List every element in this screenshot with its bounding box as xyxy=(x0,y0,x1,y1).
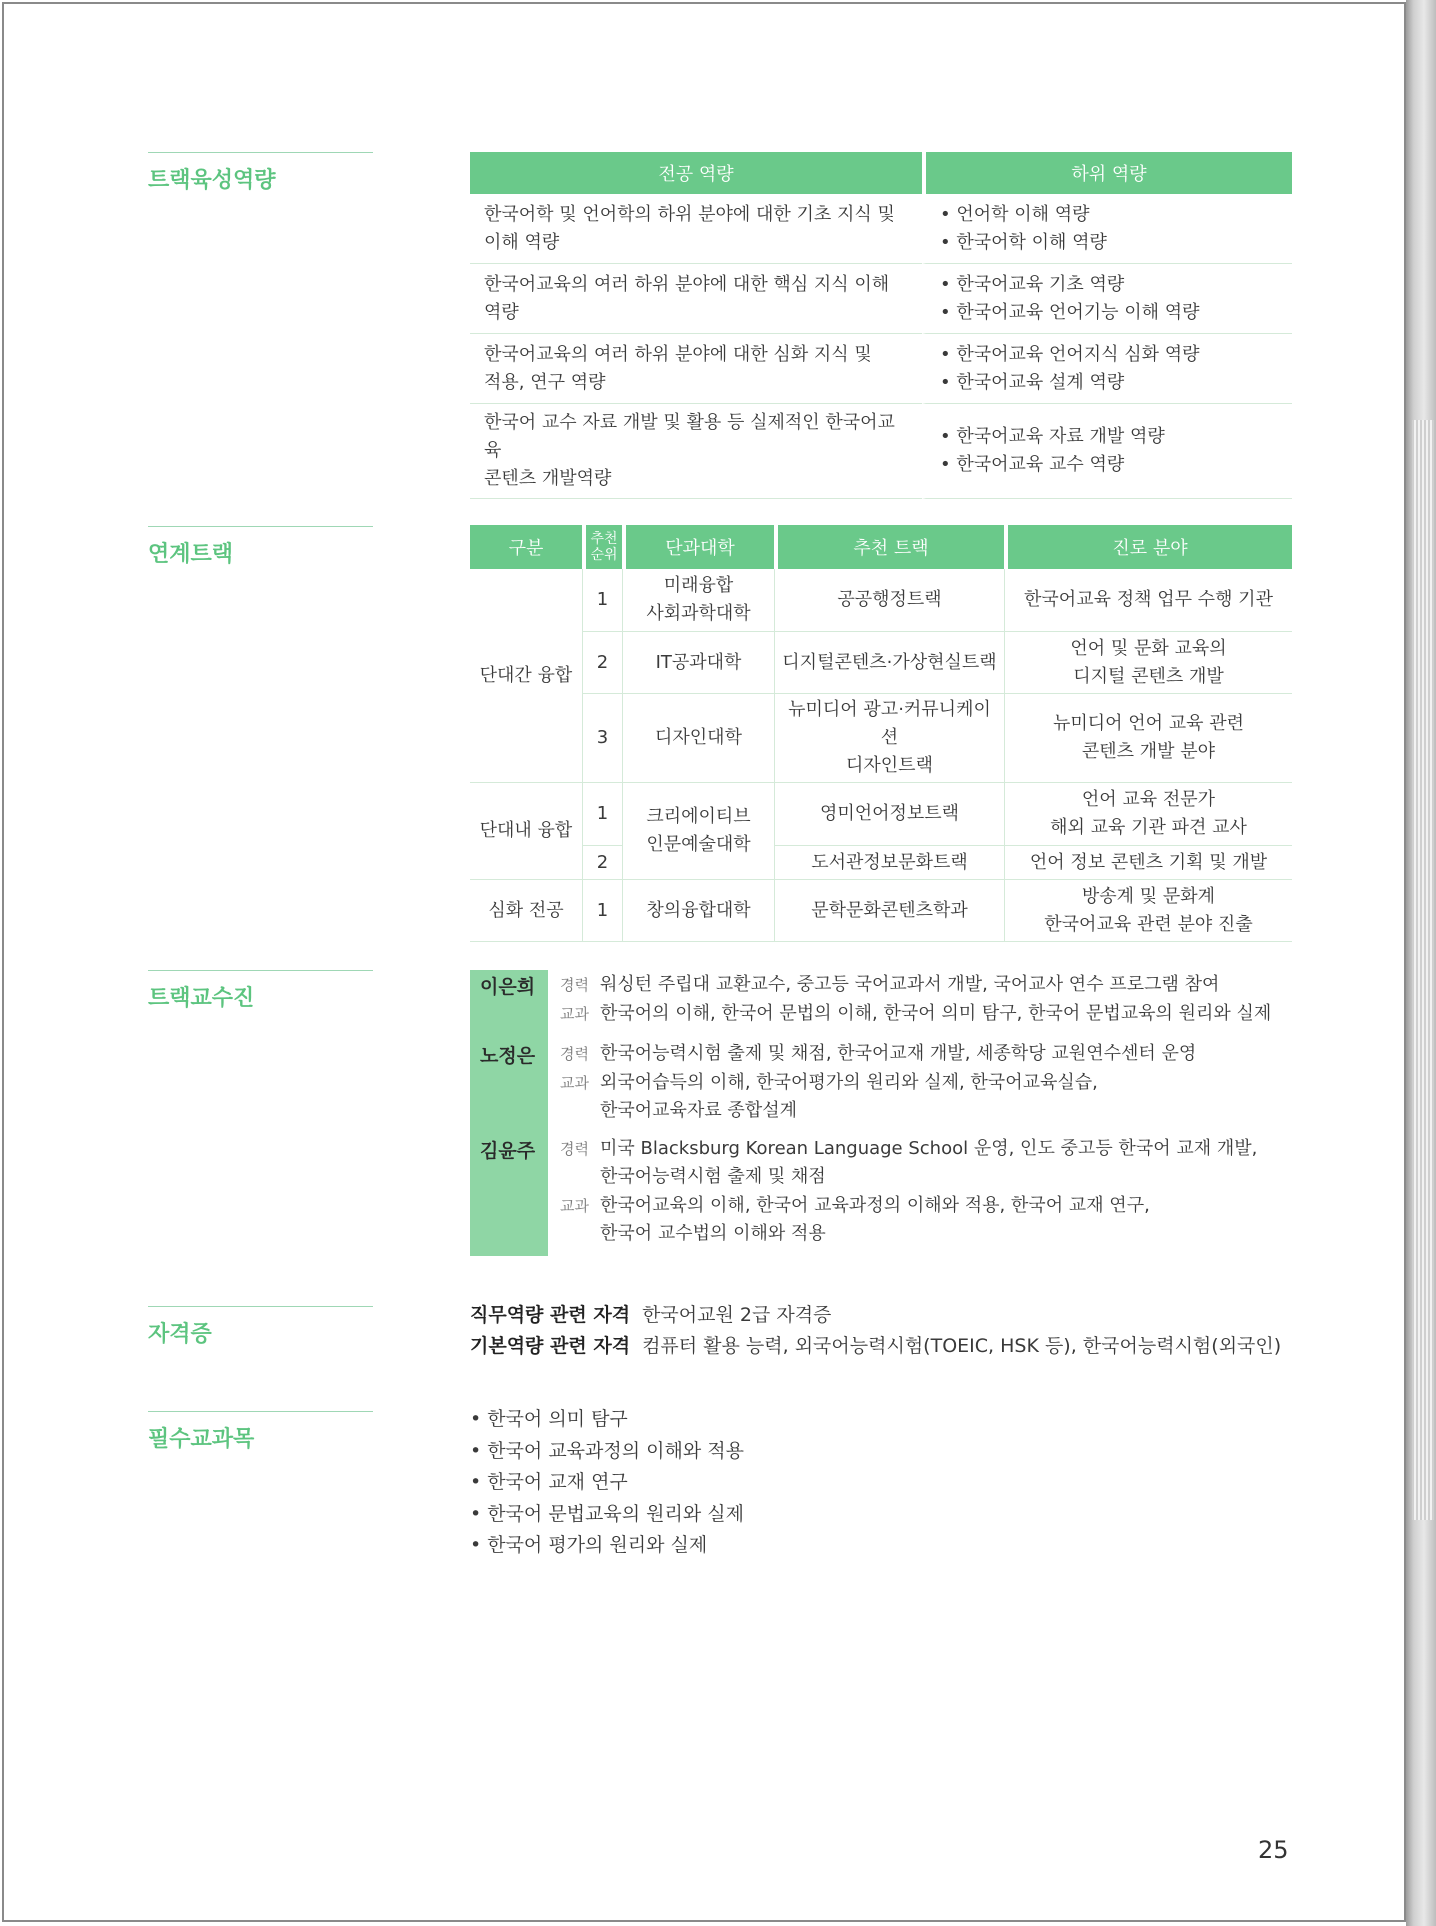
course-tag: 교과 xyxy=(560,1005,589,1023)
list-item: • 한국어 교육과정의 이해와 적용 xyxy=(470,1436,744,1468)
career-cell xyxy=(1004,880,1292,942)
rank-cell: 2 xyxy=(582,846,622,880)
section-label-required: 필수교과목 xyxy=(148,1411,373,1453)
header-sub-competency: 하위 역량 xyxy=(922,152,1292,194)
cell-line: • 한국어교육 자료 개발 역량 xyxy=(940,426,1165,447)
faculty-courses-text: 한국어교육의 이해, 한국어 교육과정의 이해와 적용, 한국어 교재 연구, xyxy=(600,1195,1150,1216)
faculty-courses-text: 한국어의 이해, 한국어 문법의 이해, 한국어 의미 탐구, 한국어 문법교육의 원리와 실제 xyxy=(600,1003,1272,1024)
rank-cell: 2 xyxy=(582,632,622,694)
certificate-value: 한국어교원 2급 자격증 xyxy=(642,1304,832,1326)
faculty-career xyxy=(560,971,1219,999)
faculty-career-text: 미국 Blacksburg Korean Language School 운영, 인도 중고등 한국어 교재 개발, xyxy=(600,1138,1258,1159)
cell-line: 디지털 콘텐츠 개발 xyxy=(1073,665,1224,687)
table-row xyxy=(470,334,1292,404)
section-label-certificate: 자격증 xyxy=(148,1306,373,1348)
cell-line: 한국어교육의 여러 하위 분야에 대한 심화 지식 및 xyxy=(484,343,872,365)
table-row xyxy=(470,632,1292,694)
table-row xyxy=(470,783,1292,846)
certificate-row xyxy=(470,1331,1281,1361)
certificate-label: 기본역량 관련 자격 xyxy=(470,1335,631,1357)
cell-line: 콘텐츠 개발 분야 xyxy=(1081,741,1216,762)
cell-line: 콘텐츠 개발역량 xyxy=(484,468,612,489)
faculty-career-text: 한국어능력시험 출제 및 채점, 한국어교재 개발, 세종학당 교원연수센터 운영 xyxy=(600,1043,1197,1064)
cell-line: 한국어교육의 여러 하위 분야에 대한 핵심 지식 이해 xyxy=(484,273,890,295)
faculty-name: 김윤주 xyxy=(480,1140,536,1162)
cell-line: 언어 및 문화 교육의 xyxy=(1070,637,1227,659)
rank-cell: 1 xyxy=(582,569,622,632)
cell-line: 이해 역량 xyxy=(484,231,560,253)
cell-line: 뉴미디어 광고·커뮤니케이션 xyxy=(788,699,991,748)
list-item: • 한국어 평가의 원리와 실제 xyxy=(470,1530,744,1562)
table-row xyxy=(470,846,1292,880)
college-cell: 창의융합대학 xyxy=(622,880,774,942)
track-cell: 디지털콘텐츠·가상현실트랙 xyxy=(774,632,1004,694)
linkage-table xyxy=(470,525,1292,942)
faculty-career-text: 워싱턴 주립대 교환교수, 중고등 국어교과서 개발, 국어교사 연수 프로그램 참여 xyxy=(600,974,1220,995)
career-cell xyxy=(1004,694,1292,783)
header-category: 구분 xyxy=(470,525,582,569)
cell-line: 한국어교육 관련 분야 진출 xyxy=(1044,913,1253,935)
faculty-courses xyxy=(560,1000,1271,1028)
header-track: 추천 트랙 xyxy=(774,525,1004,569)
group-label: 단대내 융합 xyxy=(470,783,582,880)
group-label: 심화 전공 xyxy=(470,880,582,942)
rank-cell: 3 xyxy=(582,694,622,783)
page-edge xyxy=(1406,0,1436,1926)
section-label-faculty: 트랙교수진 xyxy=(148,970,373,1012)
cell-line: 역량 xyxy=(484,301,519,323)
certificate-value: 컴퓨터 활용 능력, 외국어능력시험(TOEIC, HSK 등), 한국어능력시험(외국인) xyxy=(642,1335,1282,1357)
certificate-label: 직무역량 관련 자격 xyxy=(470,1304,631,1326)
college-cell: IT공과대학 xyxy=(622,632,774,694)
table-row xyxy=(470,264,1292,334)
table-row xyxy=(470,194,1292,264)
career-tag: 경력 xyxy=(560,1045,589,1063)
faculty-courses-continued: 한국어교육자료 종합설계 xyxy=(600,1100,797,1121)
faculty-courses xyxy=(560,1192,1150,1220)
section-label-linkage: 연계트랙 xyxy=(148,526,373,568)
header-career: 진로 분야 xyxy=(1004,525,1292,569)
college-cell: 디자인대학 xyxy=(622,694,774,783)
header-rank-line2: 순위 xyxy=(590,547,618,563)
cell-line: • 한국어교육 기초 역량 xyxy=(940,273,1125,295)
faculty-name-bar xyxy=(470,970,548,1256)
cell-line: 뉴미디어 언어 교육 관련 xyxy=(1052,713,1245,734)
course-tag: 교과 xyxy=(560,1197,589,1215)
faculty-career xyxy=(560,1135,1257,1163)
faculty-courses xyxy=(560,1069,1098,1097)
list-item: • 한국어 교재 연구 xyxy=(470,1467,744,1499)
header-rank xyxy=(582,525,622,569)
faculty-career xyxy=(560,1040,1196,1068)
table-row xyxy=(470,880,1292,942)
required-course-list xyxy=(470,1404,744,1562)
cell-line: 한국어학 및 언어학의 하위 분야에 대한 기초 지식 및 xyxy=(484,203,895,225)
faculty-career-continued: 한국어능력시험 출제 및 채점 xyxy=(600,1166,826,1187)
college-cell xyxy=(622,783,774,880)
faculty-courses-text: 외국어습득의 이해, 한국어평가의 원리와 실제, 한국어교육실습, xyxy=(600,1072,1098,1093)
cell-line: • 한국어교육 설계 역량 xyxy=(940,371,1125,393)
cell-line: 미래융합 xyxy=(663,575,734,596)
competency-table xyxy=(470,152,1292,499)
list-item: • 한국어 문법교육의 원리와 실제 xyxy=(470,1499,744,1531)
cell-line: 방송계 및 문화계 xyxy=(1081,885,1216,907)
track-cell: 문학문화콘텐츠학과 xyxy=(774,880,1004,942)
section-label-competency: 트랙육성역량 xyxy=(148,152,373,194)
cell-line: • 한국어학 이해 역량 xyxy=(940,231,1107,253)
header-rank-line1: 추천 xyxy=(590,531,618,547)
cell-line: • 한국어교육 언어기능 이해 역량 xyxy=(940,301,1200,323)
cell-line: 해외 교육 기관 파견 교사 xyxy=(1050,817,1247,838)
course-tag: 교과 xyxy=(560,1074,589,1092)
cell-line: 언어 교육 전문가 xyxy=(1081,789,1216,810)
career-cell xyxy=(1004,783,1292,846)
faculty-name: 노정은 xyxy=(480,1045,536,1067)
cell-line: 사회과학대학 xyxy=(646,603,751,624)
cell-line: 한국어 교수 자료 개발 및 활용 등 실제적인 한국어교육 xyxy=(484,412,895,461)
track-cell xyxy=(774,694,1004,783)
cell-line: 디자인트랙 xyxy=(846,755,933,776)
header-college: 단과대학 xyxy=(622,525,774,569)
cell-line: 크리에이티브 xyxy=(646,806,751,827)
career-tag: 경력 xyxy=(560,1140,589,1158)
cell-line: • 한국어교육 교수 역량 xyxy=(940,454,1125,475)
table-row xyxy=(470,569,1292,632)
career-cell: 언어 정보 콘텐츠 기획 및 개발 xyxy=(1004,846,1292,880)
table-row xyxy=(470,694,1292,783)
cell-line: • 언어학 이해 역량 xyxy=(940,203,1090,225)
career-cell xyxy=(1004,632,1292,694)
career-cell: 한국어교육 정책 업무 수행 기관 xyxy=(1004,569,1292,632)
table-row xyxy=(470,404,1292,499)
page-number: 25 xyxy=(1258,1836,1289,1864)
college-cell xyxy=(622,569,774,632)
track-cell: 영미언어정보트랙 xyxy=(774,783,1004,846)
cell-line: 적용, 연구 역량 xyxy=(484,371,606,393)
rank-cell: 1 xyxy=(582,783,622,846)
cell-line: • 한국어교육 언어지식 심화 역량 xyxy=(940,343,1200,365)
faculty-name: 이은희 xyxy=(480,976,536,998)
track-cell: 공공행정트랙 xyxy=(774,569,1004,632)
header-major-competency: 전공 역량 xyxy=(470,152,922,194)
list-item: • 한국어 의미 탐구 xyxy=(470,1404,744,1436)
faculty-courses-continued: 한국어 교수법의 이해와 적용 xyxy=(600,1223,826,1244)
certificate-row xyxy=(470,1300,831,1330)
cell-line: 인문예술대학 xyxy=(646,834,751,855)
group-label: 단대간 융합 xyxy=(470,569,582,783)
track-cell: 도서관정보문화트랙 xyxy=(774,846,1004,880)
rank-cell: 1 xyxy=(582,880,622,942)
career-tag: 경력 xyxy=(560,976,589,994)
